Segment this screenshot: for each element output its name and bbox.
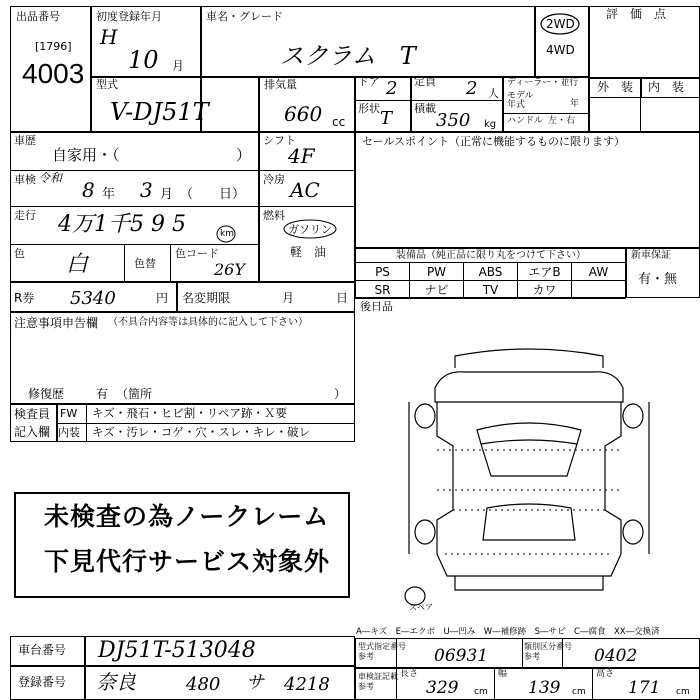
repair-detail: （箇所 <box>116 387 153 401</box>
rating-exterior-label: 外 装 <box>597 80 634 94</box>
mileage-label: 走行 <box>14 209 36 222</box>
windshield <box>477 423 581 444</box>
history-close: ） <box>236 146 252 164</box>
sales-point-label: セールスポイント（正常に機能するものに限ります） <box>362 135 626 148</box>
inspection-month: 3 <box>140 178 153 202</box>
equipment-label: 装備品（純正品に限り丸をつけて下さい） <box>396 250 586 261</box>
equipment-item: PW <box>409 262 464 281</box>
color-value: 白 <box>66 252 89 277</box>
equipment-item: ABS <box>463 262 518 281</box>
doors-value: 2 <box>386 78 398 99</box>
load-unit: kg <box>484 119 497 130</box>
drive-2wd: 2WD <box>546 17 575 31</box>
inspector-fw-label: FW <box>60 407 78 420</box>
divider <box>522 638 523 668</box>
dealer-model-year-label: モデル 年式 <box>507 91 534 110</box>
spare-label: スペア <box>409 603 433 610</box>
fuel-gasoline: ガソリン <box>288 223 332 236</box>
notes-hint: （不具合内容等は具体的に記入して下さい） <box>108 317 308 328</box>
length-unit: cm <box>474 687 488 697</box>
shape-value: T <box>380 108 393 129</box>
divider <box>640 77 642 97</box>
history-label: 車歴 <box>14 134 36 147</box>
after-date-label: 後日品 <box>360 300 393 313</box>
new-guarantee-value: 有・無 <box>638 272 678 287</box>
front-right-wheel <box>623 404 643 428</box>
rear-bumper <box>455 576 603 590</box>
bed <box>483 504 575 540</box>
divider <box>56 423 355 424</box>
plate-kana: サ <box>246 672 264 693</box>
front-bumper <box>455 349 603 368</box>
inspection-year: 8 <box>82 178 95 202</box>
mileage-unit-circle <box>215 224 237 244</box>
aircon-label: 冷房 <box>263 173 285 186</box>
divider <box>354 100 502 101</box>
front-left-wheel <box>415 404 435 428</box>
divider <box>410 76 412 132</box>
name-change-day: 日 <box>336 291 349 305</box>
rating-interior-label: 内 装 <box>648 80 685 94</box>
divider <box>10 206 355 207</box>
car-damage-diagram <box>395 340 663 610</box>
type-cert-label: 型式指定番号 参考 <box>358 642 406 661</box>
cab-roof <box>481 444 577 476</box>
capacity-label: 定員 <box>414 75 436 88</box>
rating-label: 評 価 点 <box>606 7 667 21</box>
divider <box>176 282 178 312</box>
inspection-month-unit: 月 <box>160 187 174 202</box>
lot-code: [1796] <box>35 40 72 53</box>
color-code-label: 色コード <box>175 247 219 260</box>
divider <box>534 6 536 76</box>
damage-legend: A―キズ E―エクボ U―凹み W―補修跡 S―サビ C―腐食 XX―交換済 <box>356 627 660 637</box>
height-label: 高さ <box>596 669 615 679</box>
inspection-label: 車検 <box>14 173 36 186</box>
inspector-interior-label: 内装 <box>58 426 80 439</box>
load-label: 積載 <box>414 102 436 115</box>
divider <box>494 668 495 700</box>
lot-number: 4003 <box>22 58 85 89</box>
equipment-item: カワ <box>517 280 572 299</box>
plate-class: 480 <box>186 674 221 695</box>
car-name-value: スクラム T <box>280 42 416 70</box>
recycle-value: 5340 <box>70 288 116 309</box>
inspector-interior-text: キズ・汚レ・コゲ・穴・スレ・キレ・破レ <box>92 425 311 439</box>
length-value: 329 <box>426 678 459 698</box>
mileage-unit: km <box>220 229 234 239</box>
plate-number: 4218 <box>284 674 330 695</box>
name-change-month: 月 <box>282 291 295 305</box>
lot-label: 出品番号 <box>16 10 60 23</box>
divider <box>258 76 260 132</box>
equipment-item: SR <box>355 280 410 299</box>
displacement-unit: cc <box>332 115 346 129</box>
displacement-value: 660 <box>284 102 323 126</box>
chassis-value: DJ51T-513048 <box>98 638 256 663</box>
plate-label: 登録番号 <box>18 675 67 689</box>
notes-label: 注意事項申告欄 <box>14 316 99 330</box>
equipment-item: PS <box>355 262 410 281</box>
rear-right-wheel <box>623 520 643 544</box>
width-label: 幅 <box>498 669 508 679</box>
capacity-unit: 人 <box>488 87 499 100</box>
color-label: 色 <box>14 247 25 260</box>
dealer-label: ディーラー・並行 <box>507 78 579 88</box>
divider <box>640 97 641 132</box>
inspection-day-unit: （ 日） <box>180 187 246 202</box>
recycle-unit: 円 <box>156 291 169 305</box>
aircon-value: AC <box>290 178 320 202</box>
width-unit: cm <box>572 687 586 697</box>
dims-cert-label: 車検証記載 参考 <box>358 672 398 691</box>
shape-label: 形状 <box>358 102 380 115</box>
type-cert-value: 06931 <box>434 646 489 666</box>
capacity-value: 2 <box>466 78 478 99</box>
repair-label: 修復歴 <box>28 387 65 401</box>
banner-line-2: 下見代行サービス対象外 <box>44 548 331 576</box>
fuel-circle <box>282 218 338 240</box>
class-cert-label: 類別区分番号 参考 <box>524 642 572 661</box>
equipment-item: ナビ <box>409 280 464 299</box>
dealer-year-unit: 年 <box>570 99 580 109</box>
displacement-label: 排気量 <box>264 78 297 91</box>
first-reg-label: 初度登録年月 <box>96 10 162 23</box>
model-value: V-DJ51T <box>110 98 209 126</box>
divider <box>588 97 700 98</box>
sales-point-box <box>355 132 700 248</box>
plate-region: 奈良 <box>96 670 136 694</box>
divider <box>354 76 356 132</box>
equipment-item <box>571 280 626 299</box>
model-label: 型式 <box>96 78 118 91</box>
inspection-year-unit: 年 <box>102 187 116 202</box>
repair-value: 有 <box>96 387 109 401</box>
chassis-label: 車台番号 <box>18 643 67 657</box>
banner-line-1: 未検査の為ノークレーム <box>44 503 330 531</box>
inspector-label-1: 検査員 <box>14 407 51 421</box>
recycle-label: R券 <box>14 291 35 305</box>
first-reg-year: 10 <box>128 46 159 74</box>
first-reg-month-unit: 月 <box>172 59 185 73</box>
class-cert-value: 0402 <box>594 646 638 666</box>
divider <box>10 244 258 245</box>
rear-left-wheel <box>415 520 435 544</box>
divider <box>502 76 504 132</box>
dealer-handle-value: 左・右 <box>548 116 576 126</box>
divider <box>588 6 590 132</box>
divider <box>258 132 260 282</box>
dealer-handle-label: ハンドル <box>507 116 544 126</box>
new-guarantee-label: 新車保証 <box>631 250 671 261</box>
color-code-value: 26Y <box>214 260 245 279</box>
inspector-fw-text: キズ・飛石・ヒビ割・リペア跡・Ｘ要 <box>92 406 288 420</box>
shift-value: 4F <box>288 144 315 168</box>
car-name-label: 車名・グレード <box>206 10 283 23</box>
width-value: 139 <box>528 678 561 698</box>
length-label: 長さ <box>400 669 419 679</box>
load-value: 350 <box>436 110 471 131</box>
height-value: 171 <box>628 678 661 698</box>
divider <box>588 77 700 79</box>
color-change-label: 色替 <box>134 257 156 270</box>
divider <box>124 244 125 282</box>
equipment-item: AW <box>571 262 626 281</box>
first-reg-era: H <box>100 25 118 49</box>
fuel-diesel: 軽 油 <box>290 245 327 259</box>
drive-4wd: 4WD <box>546 43 575 57</box>
equipment-item: エアB <box>517 262 572 281</box>
height-unit: cm <box>676 687 690 697</box>
fuel-label: 燃料 <box>263 209 285 222</box>
history-value: 自家用・（ <box>52 146 120 164</box>
divider <box>592 668 593 700</box>
divider <box>170 244 171 282</box>
shift-label: シフト <box>263 134 296 147</box>
drive-circle <box>538 12 582 36</box>
mileage-value: 4万1千5 9 5 <box>58 212 186 237</box>
name-change-label: 名変期限 <box>182 291 231 305</box>
inspection-era: 令和 <box>38 171 63 185</box>
inspector-label-2: 記入欄 <box>14 425 51 439</box>
divider <box>90 6 92 132</box>
doors-label: ドア <box>358 75 380 88</box>
equipment-item: TV <box>463 280 518 299</box>
divider <box>502 113 588 114</box>
repair-close: ） <box>334 387 347 401</box>
